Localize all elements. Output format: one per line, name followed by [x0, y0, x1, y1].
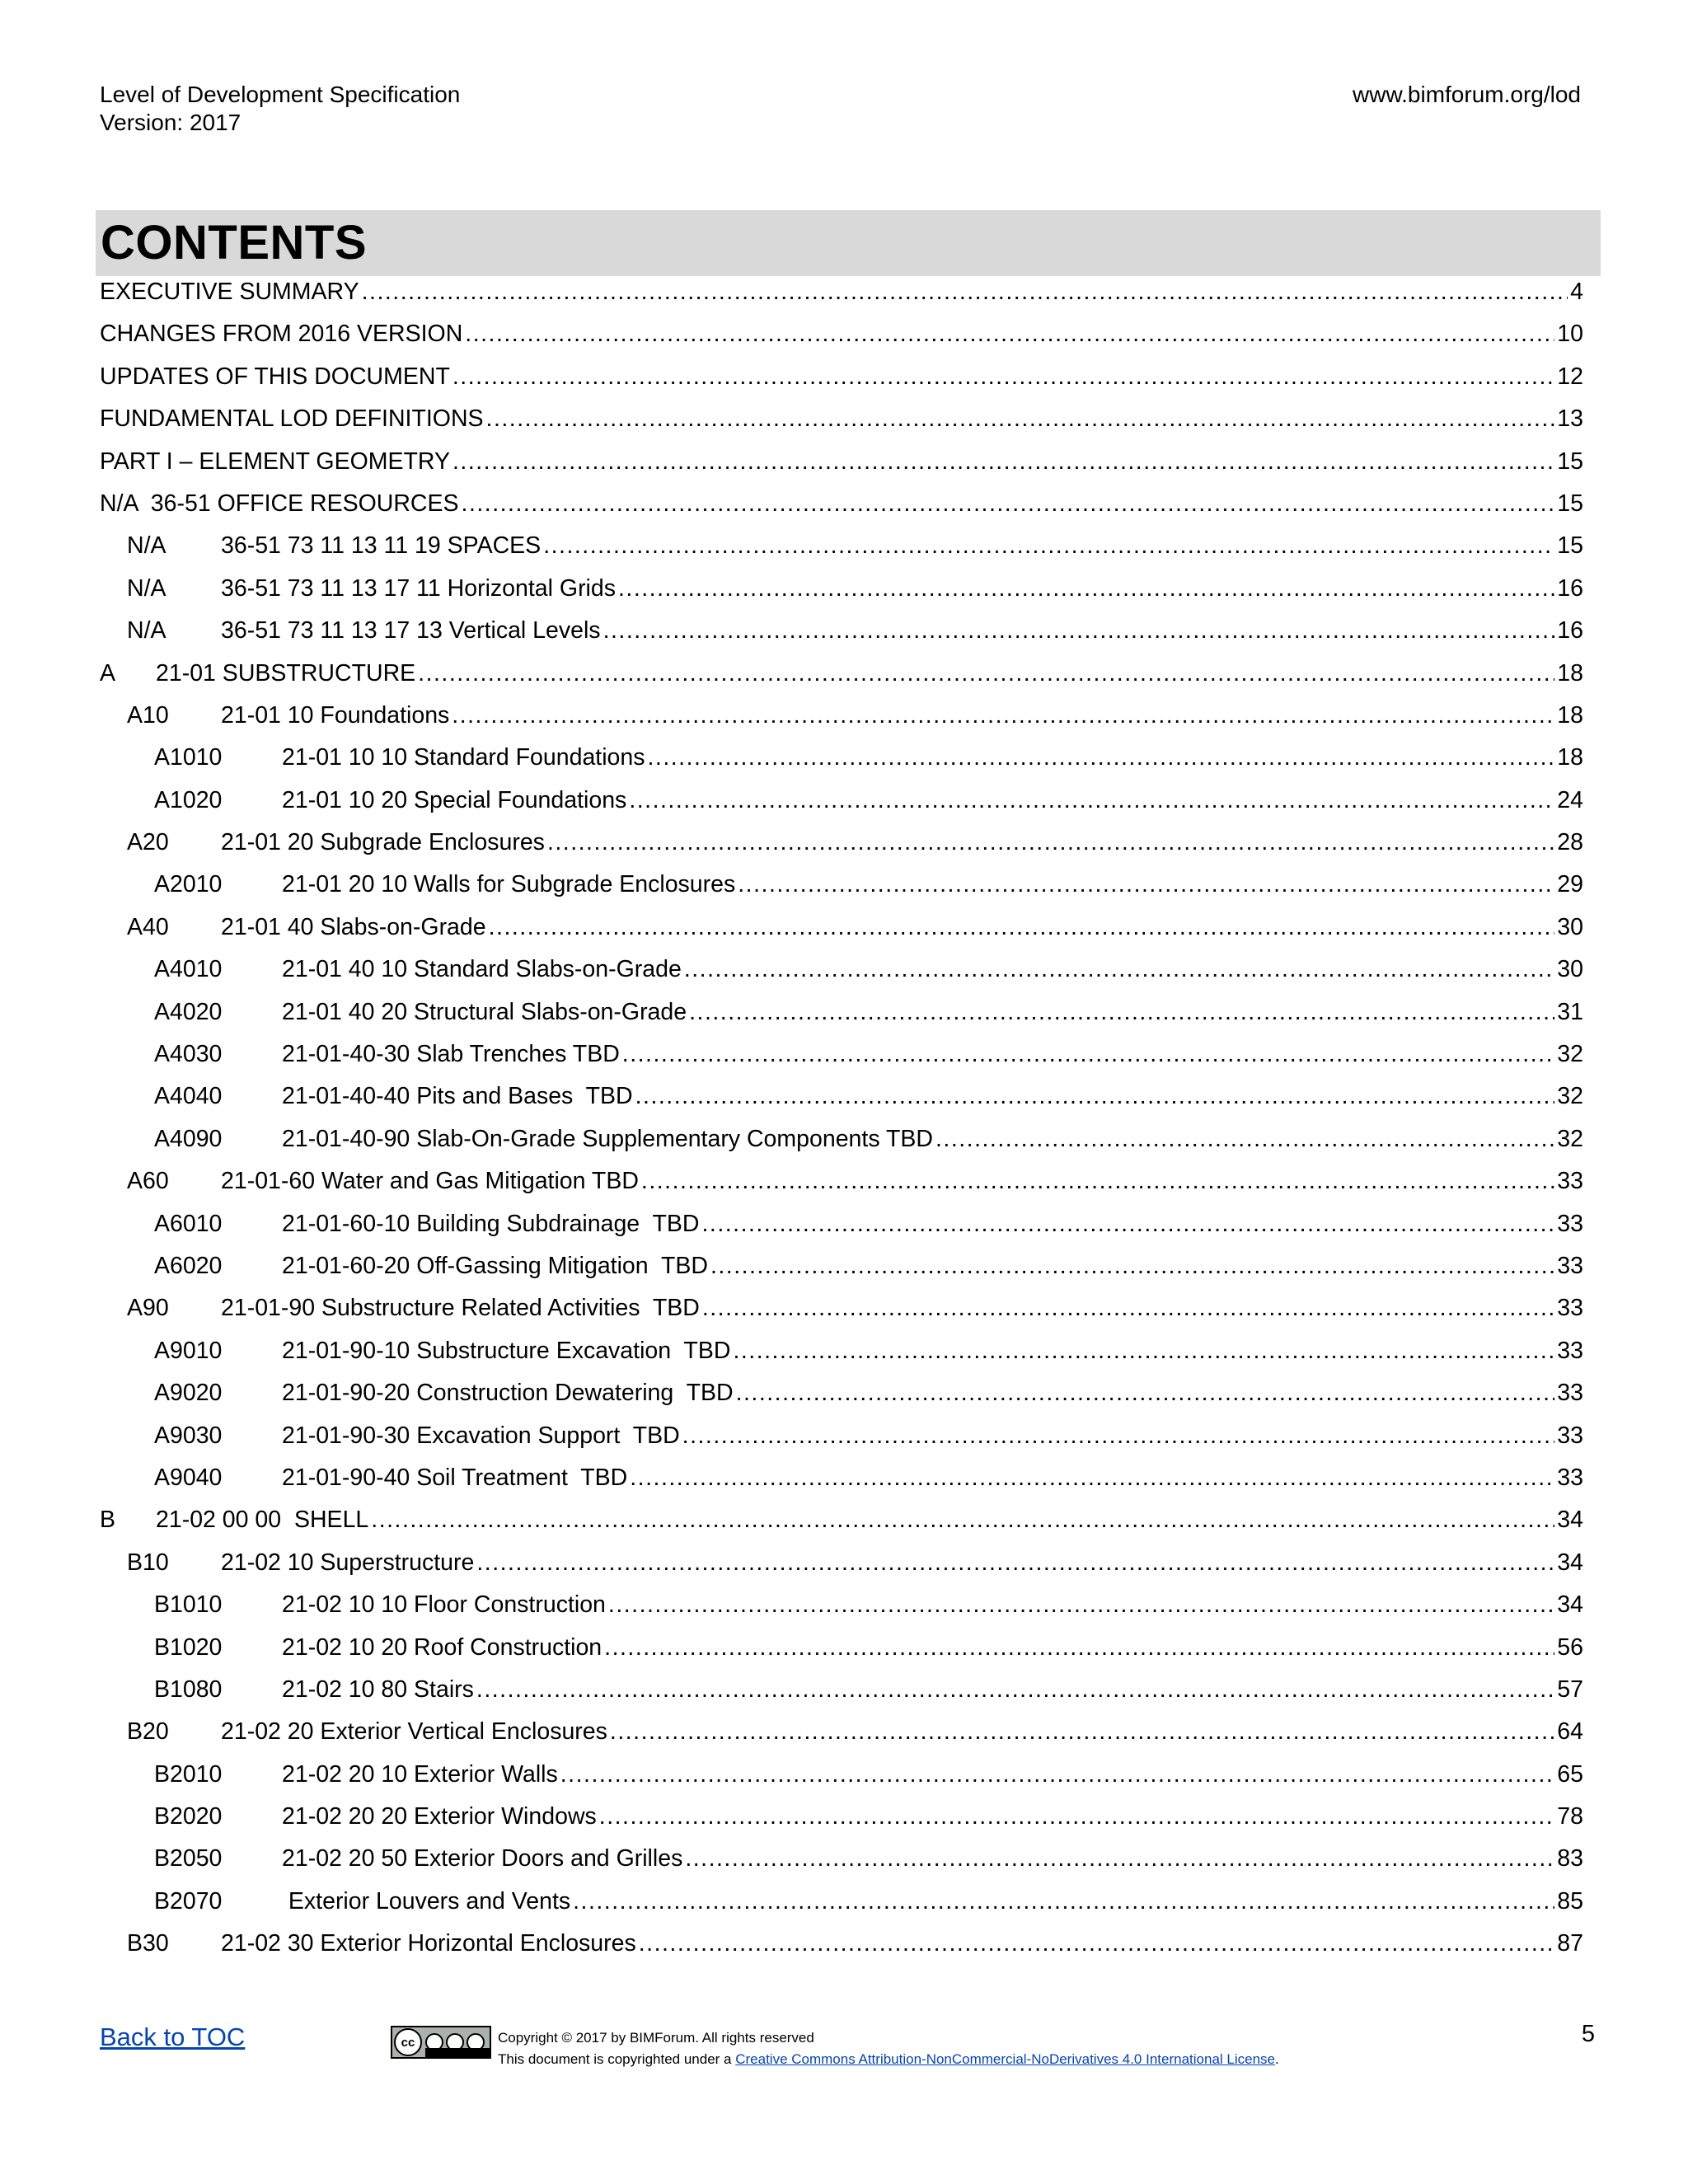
toc-entry-title: 21-01-60-10 Building Subdrainage TBD: [282, 1210, 700, 1237]
toc-entry-page: 10: [1557, 321, 1583, 348]
toc-dot-leader: [682, 1419, 1555, 1452]
toc-entry-title: 21-02 10 Superstructure: [221, 1549, 475, 1576]
toc-entry-title: 21-02 10 10 Floor Construction: [282, 1591, 606, 1619]
toc-entry-page: 4: [1570, 279, 1583, 305]
toc-entry[interactable]: [100, 826, 1583, 868]
toc-entry[interactable]: [100, 529, 1583, 571]
toc-entry-page: 32: [1557, 1083, 1583, 1110]
toc-entry[interactable]: [100, 741, 1583, 783]
toc-dot-leader: [371, 1503, 1554, 1536]
toc-entry-code: N/A: [127, 532, 166, 560]
toc-entry-code: N/A: [127, 617, 166, 644]
toc-dot-leader: [489, 911, 1555, 944]
toc-entry[interactable]: [100, 1546, 1583, 1588]
toc-entry-page: 33: [1557, 1464, 1583, 1491]
toc-entry-page: 15: [1557, 448, 1583, 475]
toc-entry-title: 21-02 30 Exterior Horizontal Enclosures: [221, 1930, 636, 1957]
page-number: 5: [1581, 2021, 1595, 2047]
toc-dot-leader: [710, 1249, 1554, 1282]
toc-entry-code: A4020: [154, 998, 223, 1025]
toc-entry-title: 21-02 20 10 Exterior Walls: [282, 1760, 558, 1788]
copyright-notice: [498, 2027, 1279, 2070]
toc-entry-title: N/A 36-51 OFFICE RESOURCES: [100, 490, 459, 517]
toc-entry[interactable]: [100, 784, 1583, 826]
toc-entry-title: 21-02 20 Exterior Vertical Enclosures: [221, 1718, 607, 1746]
toc-entry[interactable]: [100, 1503, 1583, 1545]
toc-dot-leader: [462, 487, 1555, 520]
toc-entry-code: B20: [127, 1718, 169, 1746]
document-version: Version: 2017: [100, 110, 241, 135]
toc-entry[interactable]: [100, 1631, 1583, 1673]
toc-dot-leader: [630, 1461, 1554, 1494]
toc-entry-title: 21-02 10 80 Stairs: [282, 1675, 474, 1703]
toc-entry-title: 21-01 20 Subgrade Enclosures: [221, 829, 545, 856]
toc-entry-code: A: [100, 659, 116, 687]
toc-entry-page: 32: [1557, 1041, 1583, 1068]
toc-entry[interactable]: [100, 1165, 1583, 1207]
toc-entry[interactable]: [100, 402, 1583, 444]
toc-dot-leader: [629, 784, 1554, 817]
contents-heading-bar: [96, 210, 1601, 276]
toc-entry-code: A9040: [154, 1464, 223, 1491]
toc-entry[interactable]: [100, 1842, 1583, 1884]
toc-entry-title: 21-01 40 Slabs-on-Grade: [221, 913, 486, 940]
toc-entry-page: 18: [1557, 744, 1583, 771]
header-left: [100, 81, 460, 137]
toc-entry-page: 31: [1557, 998, 1583, 1025]
toc-entry[interactable]: [100, 953, 1583, 995]
toc-entry-title: 21-01-90-30 Excavation Support TBD: [282, 1422, 680, 1449]
toc-entry[interactable]: [100, 1927, 1583, 1969]
toc-entry-page: 15: [1557, 532, 1583, 560]
toc-dot-leader: [701, 1207, 1554, 1240]
toc-dot-leader: [452, 445, 1554, 478]
toc-entry-code: A9020: [154, 1380, 223, 1407]
toc-entry-code: A90: [127, 1295, 169, 1322]
toc-entry-code: A9030: [154, 1422, 223, 1449]
copyright-line: Copyright © 2017 by BIMForum. All rights reserved: [498, 2030, 814, 2046]
toc-entry-page: 33: [1557, 1380, 1583, 1407]
toc-entry-page: 33: [1557, 1168, 1583, 1195]
toc-entry[interactable]: [100, 1334, 1583, 1376]
toc-dot-leader: [560, 1758, 1555, 1791]
toc-entry-code: A4040: [154, 1083, 223, 1110]
toc-entry[interactable]: [100, 614, 1583, 656]
toc-entry-code: B2050: [154, 1845, 223, 1872]
toc-entry-page: 30: [1557, 913, 1583, 940]
toc-entry-title: 21-01-90 Substructure Related Activities TBD: [221, 1295, 700, 1322]
toc-dot-leader: [641, 1165, 1554, 1197]
toc-entry[interactable]: [100, 317, 1583, 359]
table-of-contents: [100, 275, 1583, 1970]
toc-entry-title: 21-01 10 20 Special Foundations: [282, 786, 627, 813]
toc-entry-code: B2020: [154, 1803, 223, 1830]
toc-entry[interactable]: [100, 699, 1583, 741]
toc-dot-leader: [702, 1291, 1554, 1324]
toc-entry-title: 36-51 73 11 13 17 13 Vertical Levels: [221, 617, 601, 644]
toc-dot-leader: [465, 317, 1554, 350]
toc-entry-title: EXECUTIVE SUMMARY: [100, 279, 359, 305]
toc-dot-leader: [648, 741, 1555, 774]
toc-entry-code: A4010: [154, 956, 223, 983]
toc-entry[interactable]: [100, 657, 1583, 699]
contents-heading: CONTENTS: [101, 216, 367, 269]
toc-entry-code: A20: [127, 829, 169, 856]
toc-entry-code: A4030: [154, 1041, 223, 1068]
toc-entry-title: PART I – ELEMENT GEOMETRY: [100, 448, 450, 475]
toc-entry-code: A40: [127, 913, 169, 940]
toc-entry[interactable]: [100, 487, 1583, 529]
toc-entry-page: 29: [1557, 871, 1583, 898]
toc-entry-title: 21-01-90-40 Soil Treatment TBD: [282, 1464, 628, 1491]
toc-entry-page: 87: [1557, 1930, 1583, 1957]
toc-entry-title: 21-02 00 00 SHELL: [156, 1507, 369, 1534]
toc-entry-title: 21-01-60-20 Off-Gassing Mitigation TBD: [282, 1252, 708, 1279]
toc-dot-leader: [452, 360, 1554, 393]
toc-entry-title: Exterior Louvers and Vents: [282, 1887, 571, 1915]
toc-entry[interactable]: [100, 572, 1583, 614]
toc-entry-page: 32: [1557, 1125, 1583, 1152]
toc-entry[interactable]: [100, 1588, 1583, 1630]
toc-dot-leader: [362, 275, 1568, 308]
toc-entry-code: A1020: [154, 786, 223, 813]
toc-entry[interactable]: [100, 1885, 1583, 1927]
toc-dot-leader: [689, 996, 1554, 1029]
toc-dot-leader: [935, 1122, 1554, 1155]
toc-entry[interactable]: [100, 1080, 1583, 1122]
cc-icon: cc: [394, 2028, 422, 2056]
toc-entry[interactable]: [100, 1419, 1583, 1461]
toc-entry-title: 21-01 10 Foundations: [221, 701, 450, 729]
toc-entry[interactable]: [100, 275, 1583, 317]
toc-dot-leader: [476, 1673, 1554, 1706]
toc-entry-page: 24: [1557, 786, 1583, 813]
document-title: Level of Development Specification: [100, 82, 461, 107]
creative-commons-badge-icon: [391, 2026, 491, 2059]
toc-dot-leader: [635, 1080, 1555, 1113]
toc-entry-title: 21-01-90-10 Substructure Excavation TBD: [282, 1337, 731, 1364]
toc-entry-title: 21-02 20 50 Exterior Doors and Grilles: [282, 1845, 683, 1872]
license-link[interactable]: Creative Commons Attribution-NonCommercial-NoDerivatives 4.0 International License: [735, 2051, 1275, 2067]
toc-entry-page: 56: [1557, 1633, 1583, 1661]
toc-dot-leader: [486, 402, 1555, 435]
toc-entry-page: 33: [1557, 1337, 1583, 1364]
toc-entry-code: B2010: [154, 1760, 223, 1788]
toc-entry-code: A6020: [154, 1252, 223, 1279]
toc-entry-page: 16: [1557, 617, 1583, 644]
toc-entry[interactable]: [100, 1376, 1583, 1418]
toc-dot-leader: [610, 1715, 1554, 1748]
toc-entry-title: 21-01 40 20 Structural Slabs-on-Grade: [282, 998, 687, 1025]
toc-entry-code: A60: [127, 1168, 169, 1195]
toc-entry-page: 18: [1557, 701, 1583, 729]
toc-dot-leader: [733, 1334, 1554, 1367]
toc-dot-leader: [608, 1588, 1554, 1621]
toc-entry-title: 21-01 20 10 Walls for Subgrade Enclosures: [282, 871, 736, 898]
toc-entry-title: 21-01-40-40 Pits and Bases TBD: [282, 1083, 633, 1110]
toc-entry-title: UPDATES OF THIS DOCUMENT: [100, 363, 450, 390]
toc-entry-title: 21-01 10 10 Standard Foundations: [282, 744, 645, 771]
toc-entry-code: A6010: [154, 1210, 223, 1237]
toc-entry[interactable]: [100, 1673, 1583, 1715]
toc-entry[interactable]: [100, 360, 1583, 402]
toc-dot-leader: [604, 1631, 1554, 1664]
toc-entry-title: 36-51 73 11 13 17 11 Horizontal Grids: [221, 574, 616, 602]
toc-dot-leader: [603, 614, 1555, 647]
toc-dot-leader: [685, 1842, 1554, 1875]
toc-entry-page: 13: [1557, 405, 1583, 433]
toc-entry-page: 65: [1557, 1760, 1583, 1788]
toc-dot-leader: [684, 953, 1554, 986]
toc-dot-leader: [573, 1885, 1554, 1918]
toc-entry-code: A9010: [154, 1337, 223, 1364]
back-to-toc-link[interactable]: Back to TOC: [100, 2022, 246, 2051]
toc-entry-page: 34: [1557, 1507, 1583, 1534]
toc-entry-code: B2070: [154, 1887, 223, 1915]
toc-dot-leader: [639, 1927, 1555, 1960]
toc-entry-page: 33: [1557, 1252, 1583, 1279]
toc-entry-page: 33: [1557, 1422, 1583, 1449]
toc-dot-leader: [599, 1800, 1555, 1833]
toc-entry[interactable]: [100, 868, 1583, 910]
toc-dot-leader: [543, 529, 1554, 562]
toc-entry-title: 21-01-60 Water and Gas Mitigation TBD: [221, 1168, 639, 1195]
toc-entry[interactable]: [100, 1291, 1583, 1333]
toc-entry-code: B: [100, 1507, 116, 1534]
toc-entry-title: 36-51 73 11 13 11 19 SPACES: [221, 532, 542, 560]
toc-dot-leader: [736, 1376, 1555, 1409]
toc-entry-code: A4090: [154, 1125, 223, 1152]
toc-entry-title: FUNDAMENTAL LOD DEFINITIONS: [100, 405, 484, 433]
toc-entry-page: 57: [1557, 1675, 1583, 1703]
toc-dot-leader: [452, 699, 1554, 732]
toc-entry-title: 21-01-40-90 Slab-On-Grade Supplementary Components TBD: [282, 1125, 933, 1152]
toc-entry[interactable]: [100, 996, 1583, 1038]
toc-entry-page: 12: [1557, 363, 1583, 390]
toc-entry-title: 21-01-40-30 Slab Trenches TBD: [282, 1041, 620, 1068]
toc-entry-code: B1010: [154, 1591, 223, 1619]
toc-entry-page: 33: [1557, 1295, 1583, 1322]
toc-entry-page: 30: [1557, 956, 1583, 983]
toc-entry-page: 18: [1557, 659, 1583, 687]
toc-entry[interactable]: [100, 1461, 1583, 1503]
toc-entry-code: B1020: [154, 1633, 223, 1661]
toc-entry-page: 78: [1557, 1803, 1583, 1830]
toc-entry-title: 21-01-90-20 Construction Dewatering TBD: [282, 1380, 734, 1407]
toc-entry[interactable]: [100, 1038, 1583, 1080]
toc-entry-title: 21-02 10 20 Roof Construction: [282, 1633, 603, 1661]
toc-dot-leader: [418, 657, 1554, 690]
toc-entry-title: 21-02 20 20 Exterior Windows: [282, 1803, 597, 1830]
toc-dot-leader: [618, 572, 1554, 605]
toc-entry-code: B10: [127, 1549, 169, 1576]
toc-entry-page: 33: [1557, 1210, 1583, 1237]
toc-entry-title: CHANGES FROM 2016 VERSION: [100, 321, 463, 348]
toc-dot-leader: [547, 826, 1554, 859]
toc-entry[interactable]: [100, 445, 1583, 487]
toc-entry-page: 15: [1557, 490, 1583, 517]
toc-entry-page: 16: [1557, 574, 1583, 602]
toc-entry-code: B30: [127, 1930, 169, 1957]
toc-entry-page: 83: [1557, 1845, 1583, 1872]
toc-entry-code: A1010: [154, 744, 223, 771]
header-url: www.bimforum.org/lod: [1353, 82, 1581, 107]
toc-entry-code: A2010: [154, 871, 223, 898]
toc-entry-title: 21-01 40 10 Standard Slabs-on-Grade: [282, 956, 682, 983]
toc-entry[interactable]: [100, 1249, 1583, 1291]
toc-entry-code: B1080: [154, 1675, 223, 1703]
toc-entry-title: 21-01 SUBSTRUCTURE: [156, 659, 416, 687]
toc-dot-leader: [476, 1546, 1554, 1579]
toc-entry[interactable]: [100, 1207, 1583, 1249]
toc-entry-code: N/A: [127, 574, 166, 602]
license-line: This document is copyrighted under a Creative Commons Attribution-NonCommercial-NoDerivatives 4.0 International License.: [498, 2051, 1279, 2067]
toc-entry-page: 85: [1557, 1887, 1583, 1915]
toc-entry[interactable]: [100, 1800, 1583, 1842]
toc-entry[interactable]: [100, 1758, 1583, 1800]
toc-entry-page: 34: [1557, 1591, 1583, 1619]
toc-entry[interactable]: [100, 1715, 1583, 1757]
toc-entry-code: A10: [127, 701, 169, 729]
toc-entry[interactable]: [100, 911, 1583, 953]
toc-entry-page: 28: [1557, 829, 1583, 856]
toc-dot-leader: [738, 868, 1554, 901]
toc-entry-page: 34: [1557, 1549, 1583, 1576]
toc-entry-page: 64: [1557, 1718, 1583, 1746]
toc-entry[interactable]: [100, 1122, 1583, 1165]
toc-dot-leader: [622, 1038, 1555, 1071]
